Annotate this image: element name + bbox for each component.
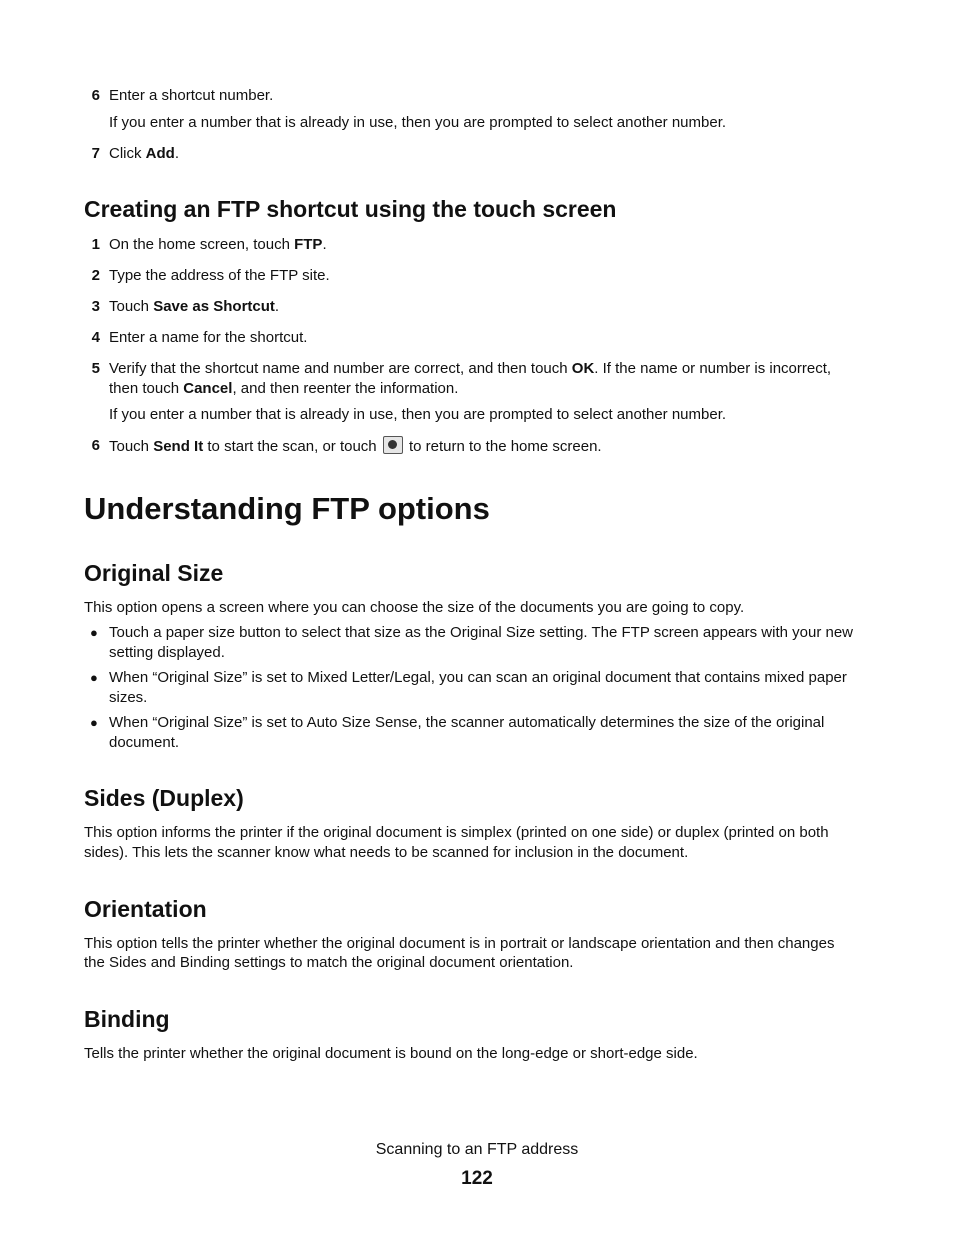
- bullet-icon: ●: [90, 715, 98, 730]
- home-icon: [383, 436, 403, 454]
- step-number: 6: [91, 437, 100, 454]
- section-heading-original-size: Original Size: [84, 560, 224, 586]
- section-heading-orientation: Orientation: [84, 896, 207, 922]
- step-text: Enter a shortcut number.: [109, 87, 274, 104]
- step-text: Touch Send It to start the scan, or touch to return to the home screen.: [109, 438, 602, 455]
- section-text: This option informs the printer if the original document is simplex (printed on one side) or duplex (printed on both: [84, 824, 829, 841]
- step-number: 5: [91, 360, 100, 377]
- step-number: 4: [91, 329, 100, 346]
- list-item: Touch a paper size button to select that size as the Original Size setting. The FTP screen appears with your new: [109, 624, 854, 641]
- step-number: 1: [91, 236, 100, 253]
- step-text: Click Add.: [109, 145, 180, 162]
- page-number: 122: [461, 1168, 493, 1189]
- list-item-cont: sizes.: [109, 689, 148, 706]
- step-text: Enter a name for the shortcut.: [109, 329, 308, 346]
- main-heading: Understanding FTP options: [84, 491, 490, 526]
- section-intro: This option opens a screen where you can choose the size of the documents you are going to copy.: [84, 599, 745, 616]
- section-heading-binding: Binding: [84, 1006, 170, 1032]
- step-number: 3: [91, 298, 100, 315]
- step-number: 7: [91, 145, 100, 162]
- step-text-cont: then touch Cancel, and then reenter the information.: [109, 380, 459, 397]
- list-item: When “Original Size” is set to Mixed Letter/Legal, you can scan an original document that contains mixed paper: [109, 669, 847, 686]
- step-note: If you enter a number that is already in use, then you are prompted to select another number.: [109, 114, 727, 131]
- step-text: Verify that the shortcut name and number are correct, and then touch OK. If the name or number is incorrect,: [109, 360, 832, 377]
- section-text-cont: the Sides and Binding settings to match the original document orientation.: [84, 954, 574, 971]
- section-heading-touch: Creating an FTP shortcut using the touch screen: [84, 196, 617, 222]
- section-text: This option tells the printer whether the original document is in portrait or landscape orientation and then changes: [84, 935, 835, 952]
- footer-title: Scanning to an FTP address: [375, 1141, 579, 1158]
- section-heading-sides: Sides (Duplex): [84, 785, 244, 811]
- step-text: Type the address of the FTP site.: [109, 267, 330, 284]
- list-item-cont: document.: [109, 734, 180, 751]
- step-text: On the home screen, touch FTP.: [109, 236, 327, 253]
- list-item: When “Original Size” is set to Auto Size Sense, the scanner automatically determines the size of the original: [109, 714, 825, 731]
- step-note: If you enter a number that is already in use, then you are prompted to select another number.: [109, 406, 727, 423]
- bullet-icon: ●: [90, 670, 98, 685]
- section-text-cont: sides). This lets the scanner know what needs to be scanned for inclusion in the document.: [84, 844, 689, 861]
- step-text: Touch Save as Shortcut.: [109, 298, 280, 315]
- step-number: 6: [91, 87, 100, 104]
- bullet-icon: ●: [90, 625, 98, 640]
- step-number: 2: [91, 267, 100, 284]
- list-item-cont: setting displayed.: [109, 644, 225, 661]
- section-text: Tells the printer whether the original document is bound on the long-edge or short-edge side.: [84, 1045, 698, 1062]
